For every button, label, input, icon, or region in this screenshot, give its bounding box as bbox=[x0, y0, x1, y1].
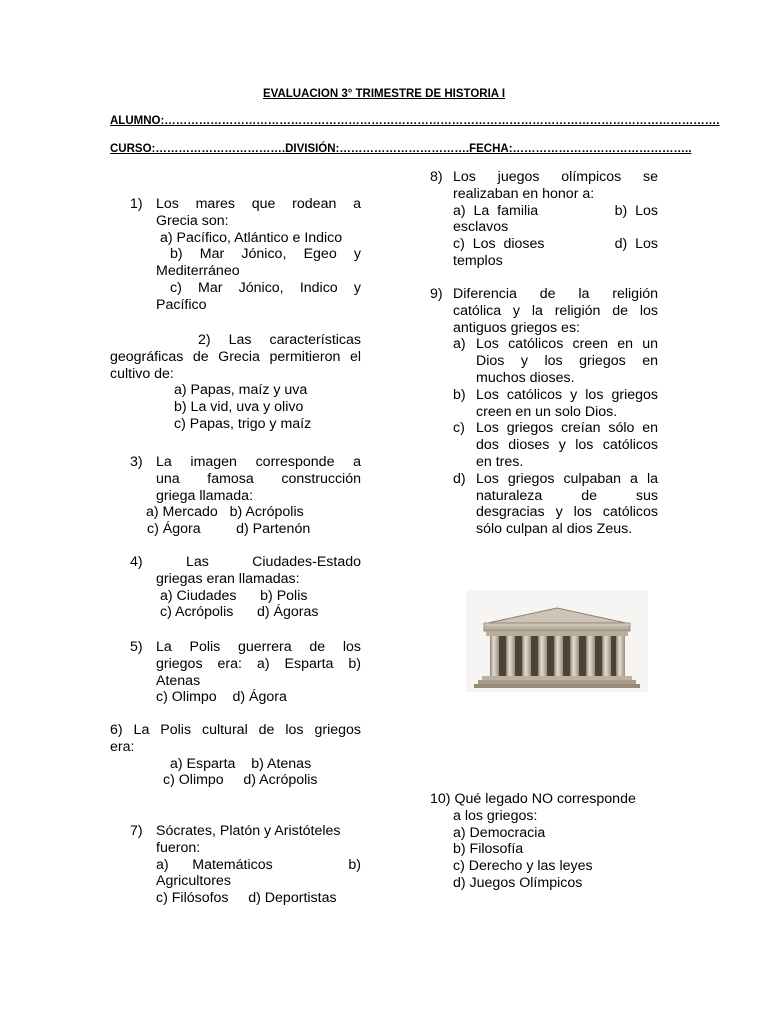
q9-option-c[interactable]: c) Los griegos creían sólo en dos dioses y los católicos en tres. bbox=[453, 420, 658, 470]
q6-options-ab[interactable]: a) Esparta b) Atenas bbox=[170, 755, 312, 772]
q2-text-line3: cultivo de: bbox=[110, 365, 174, 382]
q1-option-a[interactable]: a) Pacífico, Atlántico e Indico bbox=[160, 229, 343, 246]
curso-line bbox=[110, 143, 691, 155]
exam-title: EVALUACION 3° TRIMESTRE DE HISTORIA I bbox=[262, 88, 506, 100]
question-1 bbox=[130, 196, 361, 314]
q9-number: 9) bbox=[430, 286, 443, 302]
q3-options-cd[interactable]: c) Ágora d) Partenón bbox=[147, 521, 311, 538]
question-4 bbox=[130, 554, 361, 621]
q8-option-d-cont: templos bbox=[453, 252, 503, 269]
q1-option-b[interactable]: b) Mar Jónico, Egeo y bbox=[170, 246, 361, 263]
q7-option-b-cont: Agricultores bbox=[156, 873, 231, 890]
q7-text-line2: fueron: bbox=[156, 839, 201, 856]
q2-option-a[interactable]: a) Papas, maíz y uva bbox=[174, 382, 308, 399]
q1-text-line1: Los mares que rodean a bbox=[156, 196, 361, 212]
q10-text-line2: a los griegos: bbox=[453, 807, 538, 824]
question-2 bbox=[110, 332, 361, 433]
question-10 bbox=[430, 791, 660, 892]
q9-option-b[interactable]: b) Los católicos y los griegos creen en un solo Dios. bbox=[453, 386, 658, 420]
q10-option-c[interactable]: c) Derecho y las leyes bbox=[453, 858, 593, 875]
question-8 bbox=[430, 169, 658, 270]
q4-number: 4) bbox=[130, 554, 143, 570]
q10-text-line1: 10) Qué legado NO corresponde bbox=[430, 791, 636, 807]
q5-text-line1: La Polis guerrera de los bbox=[156, 639, 361, 655]
q8-number: 8) bbox=[430, 169, 443, 185]
q7-text-line1: Sócrates, Platón y Aristóteles bbox=[156, 823, 341, 839]
q1-option-b-cont: Mediterráneo bbox=[156, 263, 240, 280]
division-field[interactable]: ……………………………. bbox=[339, 143, 470, 155]
parthenon-icon bbox=[466, 590, 648, 692]
q1-number: 1) bbox=[130, 196, 143, 212]
q6-text-line2: era: bbox=[110, 738, 135, 755]
q8-option-d[interactable]: d) Los bbox=[614, 236, 658, 253]
q5-number: 5) bbox=[130, 639, 143, 655]
q9-option-d[interactable]: d) Los griegos culpaban a la naturaleza de sus desgracias y los católicos sólo culpan al dios Zeus. bbox=[453, 470, 658, 538]
q8-text-line1: Los juegos olímpicos se bbox=[453, 169, 658, 185]
question-7 bbox=[130, 823, 361, 907]
q1-text-line2: Grecia son: bbox=[156, 212, 229, 229]
alumno-label: ALUMNO: bbox=[110, 115, 165, 127]
curso-label: CURSO: bbox=[110, 143, 156, 155]
q8-text-line2: realizaban en honor a: bbox=[453, 185, 595, 202]
q4-text-line2: griegas eran llamadas: bbox=[156, 570, 300, 587]
q1-option-c[interactable]: c) Mar Jónico, Indico y bbox=[170, 279, 361, 296]
q7-option-b[interactable]: b) bbox=[348, 856, 361, 873]
division-label: DIVISIÓN: bbox=[285, 143, 340, 155]
q5-text-line2: griegos era: a) Esparta b) bbox=[156, 655, 361, 672]
q1-option-c-cont: Pacífico bbox=[156, 296, 207, 313]
q9-option-a[interactable]: a) Los católicos creen en un Dios y los griegos en muchos dioses. bbox=[453, 336, 658, 386]
q7-option-a[interactable]: a) Matemáticos bbox=[156, 856, 273, 873]
q3-number: 3) bbox=[130, 454, 143, 470]
q10-option-d[interactable]: d) Juegos Olímpicos bbox=[453, 874, 583, 891]
q5-options-cd[interactable]: c) Olimpo d) Ágora bbox=[156, 689, 287, 706]
q2-text-line2: geográficas de Grecia permitieron el bbox=[110, 348, 361, 365]
q10-option-b[interactable]: b) Filosofía bbox=[453, 841, 524, 858]
q6-options-cd[interactable]: c) Olimpo d) Acrópolis bbox=[163, 772, 318, 789]
q8-option-b[interactable]: b) Los bbox=[614, 202, 658, 219]
curso-field[interactable]: ……………………………. bbox=[155, 143, 286, 155]
parthenon-image bbox=[466, 590, 648, 692]
q2-option-c[interactable]: c) Papas, trigo y maíz bbox=[174, 415, 312, 432]
q8-option-c[interactable]: c) Los dioses bbox=[453, 236, 545, 253]
q8-option-a[interactable]: a) La familia bbox=[453, 202, 539, 219]
q3-text-line2: una famosa construcción bbox=[156, 470, 361, 487]
q7-options-cd[interactable]: c) Filósofos d) Deportistas bbox=[156, 890, 337, 907]
q7-number: 7) bbox=[130, 823, 143, 839]
q4-options-cd[interactable]: c) Acrópolis d) Ágoras bbox=[160, 604, 319, 621]
q4-text-line1: Las Ciudades-Estado bbox=[186, 554, 361, 570]
alumno-line bbox=[110, 115, 720, 127]
q2-text-line1: 2) Las características bbox=[198, 332, 361, 348]
q2-option-b[interactable]: b) La vid, uva y olivo bbox=[174, 399, 304, 416]
fecha-label: FECHA: bbox=[469, 143, 513, 155]
q5-text-line3: Atenas bbox=[156, 672, 201, 689]
q9-text-line1: Diferencia de la religión bbox=[453, 286, 658, 302]
q4-options-ab[interactable]: a) Ciudades b) Polis bbox=[160, 587, 308, 604]
q9-text-line3: antiguos griegos es: bbox=[453, 319, 580, 336]
q3-options-ab[interactable]: a) Mercado b) Acrópolis bbox=[146, 504, 304, 521]
q9-text-line2: católica y la religión de los bbox=[453, 302, 658, 319]
question-6 bbox=[110, 722, 361, 789]
q8-option-b-cont: esclavos bbox=[453, 219, 509, 236]
alumno-field[interactable]: ………………………………………………………………………………………………………………………………. bbox=[164, 115, 720, 127]
q6-text-line1: 6) La Polis cultural de los griegos bbox=[110, 722, 361, 738]
fecha-field[interactable]: ……………………………………….. bbox=[512, 143, 692, 155]
q3-text-line3: griega llamada: bbox=[156, 487, 254, 504]
q3-text-line1: La imagen corresponde a bbox=[156, 454, 361, 470]
question-5 bbox=[130, 639, 361, 706]
q10-option-a[interactable]: a) Democracia bbox=[453, 824, 546, 841]
question-9 bbox=[430, 286, 658, 538]
question-3 bbox=[130, 454, 361, 538]
